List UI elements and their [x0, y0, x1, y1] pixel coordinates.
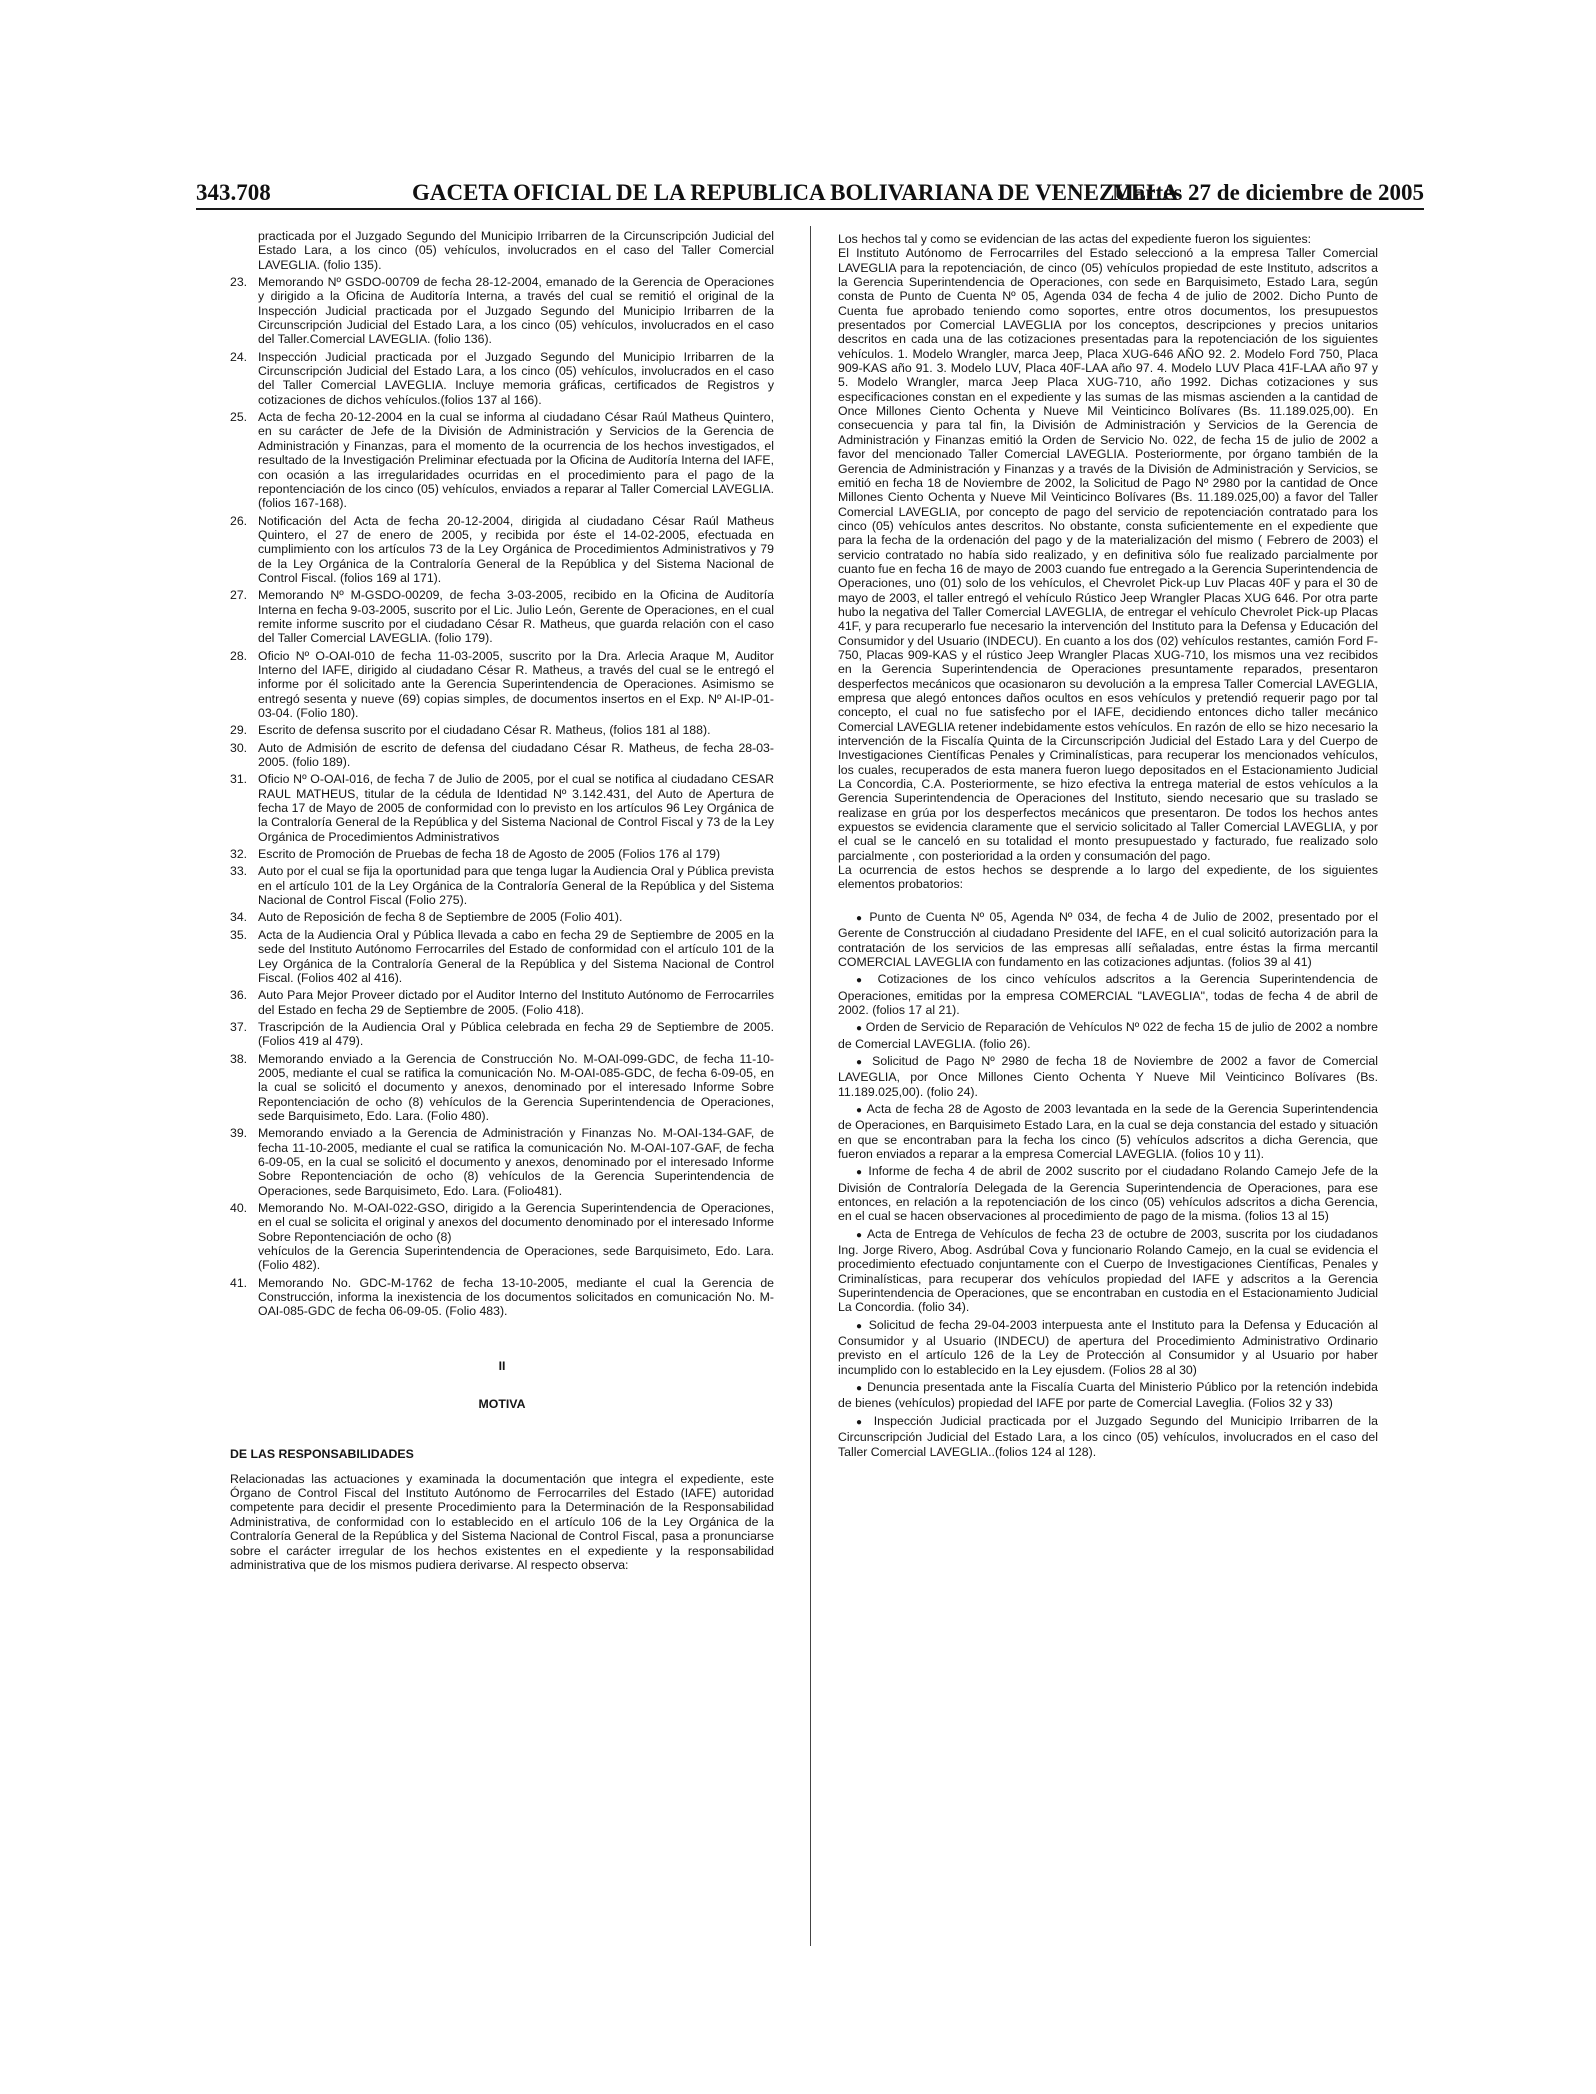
list-item: [230, 910, 774, 924]
list-item-text: Auto Para Mejor Proveer dictado por el Auditor Interno del Instituto Autónomo de Ferrocarriles del Estado en fecha 29 de Septiembre de 2005. (Folio 418).: [258, 988, 774, 1017]
list-item-number: 26.: [230, 513, 248, 528]
list-item-text: practicada por el Juzgado Segundo del Municipio Irribarren de la Circunscripción Judicial del Estado Lara, a los cinco (05) vehículos, involucrados en el caso del Taller Comercial LAVEGLIA. (folio 135).: [258, 229, 774, 272]
list-item-text: Memorando No. GDC-M-1762 de fecha 13-10-2005, mediante el cual la Gerencia de Construcción, informa la inexistencia de los documentos solicitados en comunicación No. M-OAI-085-GDC de fecha 06-09-05. (Folio 483).: [258, 1275, 774, 1319]
bullet-icon: ●: [856, 1104, 863, 1116]
bullet-icon: ●: [856, 1416, 867, 1428]
bullet-text: Acta de Entrega de Vehículos de fecha 23 de octubre de 2003, suscrita por los ciudadanos Ing. Jorge Rivero, Abog. Asdrúbal Cova y funcionario Rolando Camejo, en la cual se evidencia el procedimiento efectuado conjuntamente con el Cuerpo de Investigaciones Científicas, Penales y Criminalísticas, para recuperar dos vehículos propiedad del IAFE y adscritos a la Gerencia Superintendencia de Operaciones, que se encontraban en custodia en el Estacionamiento Judicial La Concordia. (folio 34).: [838, 1226, 1378, 1315]
column-divider: [810, 226, 811, 1946]
bullet-text: Punto de Cuenta Nº 05, Agenda Nº 034, de fecha 4 de Julio de 2002, presentado por el Gerente de Construcción al ciudadano Presidente del IAFE, en el cual solicitó autorización para la contratación de los servicios de las empresas allí señaladas, entre éstas la firma mercantil COMERCIAL LAVEGLIA con fundamento en las cotizaciones adjuntas. (folios 39 al 41): [838, 909, 1378, 969]
list-item-number: 38.: [230, 1051, 248, 1066]
page-header: [196, 180, 1424, 208]
evidence-bullet: [838, 910, 1378, 969]
list-item-text: Escrito de defensa suscrito por el ciudadano César R. Matheus, (folios 181 al 188).: [258, 723, 711, 738]
list-item-number: 28.: [230, 648, 248, 663]
bullet-icon: ●: [856, 1167, 864, 1179]
bullet-icon: ●: [856, 1023, 863, 1035]
list-item-text: Auto de Admisión de escrito de defensa del ciudadano César R. Matheus, de fecha 28-03-2005. (folio 189).: [258, 740, 774, 770]
list-item: [230, 928, 774, 985]
list-item-number: 39.: [230, 1126, 248, 1141]
list-item-text: Trascripción de la Audiencia Oral y Pública celebrada en fecha 29 de Septiembre de 2005. (Folios 419 al 479).: [258, 1019, 774, 1049]
list-item-text: Escrito de Promoción de Pruebas de fecha 18 de Agosto de 2005 (Folios 176 al 179): [258, 847, 721, 862]
bullet-icon: ●: [856, 1383, 863, 1395]
bullet-icon: ●: [856, 1320, 864, 1332]
list-item-number: 23.: [230, 275, 248, 290]
list-item-text: Oficio Nº O-OAI-010 de fecha 11-03-2005, suscrito por la Dra. Arlecia Araque M, Auditor Interno del IAFE, dirigido al ciudadano César R. Matheus, a través del cual se le entregó el informe por él solicitado ante la Gerencia Superintendencia de Operaciones. Asimismo se entregó sesenta y nueve (69) copias simples, de documentos insertos en el Exp. Nº AI-IP-01-03-04. (Folio 180).: [258, 648, 774, 720]
list-item-number: 35.: [230, 927, 248, 942]
evidence-bullet: [838, 1414, 1378, 1459]
bullet-text: Acta de fecha 28 de Agosto de 2003 levantada en la sede de la Gerencia Superintendencia de Operaciones, en Barquisimeto Estado Lara, en la cual se deja constancia del estado y situación en que se encontraban para la fecha los cinco (5) vehículos adscritos a dicha Gerencia, que fueron enviados a reparar a la empresa Comercial LAVEGLIA. (folios 10 y 11).: [838, 1101, 1378, 1161]
list-item-number: 31.: [230, 772, 248, 787]
bullet-text: Solicitud de fecha 29-04-2003 interpuesta ante el Instituto para la Defensa y Educación al Consumidor y al Usuario (INDECU) de apertura del Procedimiento Administrativo Ordinario previsto en el artículo 126 de la Ley de Protección al Consumidor y al Usuario por haber incumplido con lo establecido en la Ley ejusdem. (Folios 28 al 30): [838, 1317, 1378, 1377]
evidence-bullet: [838, 1102, 1378, 1161]
list-item: [230, 350, 774, 407]
evidence-bullet: [838, 1318, 1378, 1377]
section-number: II: [498, 1358, 506, 1373]
list-item: [230, 229, 774, 272]
list-item-number: 34.: [230, 910, 248, 925]
list-item: [230, 1244, 774, 1273]
list-item-number: 36.: [230, 988, 248, 1003]
list-item-number: 40.: [230, 1201, 248, 1215]
bullet-icon: ●: [856, 975, 869, 987]
list-item: [230, 1126, 774, 1198]
list-item: [230, 741, 774, 770]
list-item-text: Memorando Nº GSDO-00709 de fecha 28-12-2004, emanado de la Gerencia de Operaciones y dirigido a la Oficina de Auditoría Interna, a través del cual se remitió el original de la Inspección Judicial practicada por el Juzgado Segundo del Municipio Irribarren de la Circunscripción Judicial del Estado Lara, a los cinco (05) vehículos, involucrados en el caso del Taller.Comercial LAVEGLIA. (folio 136).: [258, 275, 774, 347]
bullet-text: Cotizaciones de los cinco vehículos adscritos a la Gerencia Superintendencia de Operaciones, emitidas por la empresa COMERCIAL "LAVEGLIA", todas de fecha 4 de abril de 2002. (folios 17 al 21).: [838, 972, 1378, 1017]
list-item: [230, 1052, 774, 1124]
list-item: [230, 588, 774, 645]
list-item-text: Acta de la Audiencia Oral y Pública llevada a cabo en fecha 29 de Septiembre de 2005 en la sede del Instituto Autónomo Ferrocarriles del Estado de conformidad con el artículo 101 de la Ley Orgánica de la Contraloría General de la República y del Sistema Nacional de Control Fiscal. (Folios 402 al 416).: [258, 927, 774, 985]
gazette-title: GACETA OFICIAL DE LA REPUBLICA BOLIVARIANA DE VENEZUELA: [412, 180, 1179, 205]
list-item-number: 30.: [230, 740, 248, 755]
list-item-text: Oficio Nº O-OAI-016, de fecha 7 de Julio de 2005, por el cual se notifica al ciudadano CESAR RAUL MATHEUS, titular de la cédula de Identidad Nº 3.142.431, del Auto de Apertura de fecha 17 de Mayo de 2005 de conformidad con lo previsto en los artículos 96 Ley Orgánica de la Contraloría General de la República y del Sistema Nacional de Control Fiscal y 73 de la Ley Orgánica de Procedimientos Administrativos: [258, 772, 774, 844]
intro-paragraph: Los hechos tal y como se evidencian de las actas del expediente fueron los siguientes:: [838, 232, 1312, 246]
evidence-lead: La ocurrencia de estos hechos se desprende a lo largo del expediente, de los siguientes elementos probatorios:: [838, 863, 1378, 892]
bullet-icon: ●: [856, 912, 864, 924]
list-item: [230, 847, 774, 861]
body-paragraph: El Instituto Autónomo de Ferrocarriles del Estado seleccionó a la empresa Taller Comercial LAVEGLIA para la repotenciación, de cinco (05) vehículos propiedad de este Instituto, adscritos a la Gerencia Superintendencia de Operaciones, con sede en Barquisimeto, Estado Lara, según consta de Punto de Cuenta Nº 05, Agenda 034 de fecha 4 de julio de 2002. Dicho Punto de Cuenta fue aprobado teniendo como soportes, entre otros documentos, los presupuestos presentados por Comercial LAVEGLIA por los conceptos, descripciones y precios unitarios descritos en cada una de las cotizaciones presentadas para la repotenciación de los siguientes vehículos. 1. Modelo Wrangler, marca Jeep, Placa XUG-646 AÑO 92. 2. Modelo Ford 750, Placa 909-KAS año 91. 3. Modelo LUV, Placa 40F-LAA año 97. 4. Modelo LUV Placa 41F-LAA año 97 y 5. Modelo Wrangler, marca Jeep Placa XUG-710, año 1992. Dichas cotizaciones y sus especificaciones constan en el expediente y las sumas de las mismas ascienden a la cantidad de Once Millones Ciento Ochenta y Nueve Mil Veinticinco Bolívares (Bs. 11.189.025,00). En consecuencia y para tal fin, la División de Administración y Servicios de la Gerencia de Administración y Finanzas emitió la Orden de Servicio No. 022, de fecha 15 de julio de 2002 a favor del mencionado Taller Comercial LAVEGLIA. Posteriormente, por órgano también de la Gerencia de Administración y Finanzas y a través de la División de Administración y Servicios, se emitió en fecha 18 de Noviembre de 2002, la Solicitud de Pago Nº 2980 por la cantidad de Once Millones Ciento Ochenta y Nueve Mil Veinticinco Bolívares (Bs. 11.189.025,00) a favor del Taller Comercial LAVEGLIA, por concepto de pago del servicio de repotenciación contratado para los cinco (05) vehículos antes descritos. No obstante, consta suficientemente en el expediente que para la fecha de la ordenación del pago y de la materialización del mismo ( Febrero de 2003) el servicio contratado no había sido realizado, y en definitiva sólo fue realizado parcialmente por cuanto fue en fecha 16 de mayo de 2003 cuando fue entregado a la Gerencia Superintendencia de Operaciones, uno (01) solo de los vehículos, el Chevrolet Pick-up Luv Placas 40F y para el 30 de mayo de 2003, el taller entregó el vehículo Rústico Jeep Wrangler Placas XUG 646. Por otra parte hubo la negativa del Taller Comercial LAVEGLIA, de entregar el vehículo Chevrolet Pick-up Placas 41F, y para recuperarlo fue necesario la intervención del Instituto para la Defensa y Educación del Consumidor y del Usuario (INDECU). En cuanto a los dos (02) vehículos restantes, camión Ford F-750, Placas 909-KAS y el rústico Jeep Wrangler Placas XUG-710, los mismos una vez recibidos en la Gerencia Superintendencia de Operaciones presuntamente reparados, presentaron desperfectos mecánicos que ocasionaron su devolución a la empresa Taller Comercial LAVEGLIA, empresa que alegó entonces daños ocultos en esos vehículos y pretendió requerir pago por tal concepto, el cual no fue satisfecho por el IAFE, decidiendo entonces dicho taller mecánico Comercial LAVEGLIA retener indebidamente estos vehículos. En razón de ello se hizo necesario la intervención de la Fiscalía Quinta de la Circunscripción Judicial del Estado Lara y del Cuerpo de Investigaciones Científicas Penales y Criminalísticas, para recuperar los mencionados vehículos, los cuales, recuperados de esta manera fueron luego depositados en el Estacionamiento Judicial La Concordia, C.A. Posteriormente, se hizo efectiva la entrega material de estos vehículos a la Gerencia Superintendencia de Operaciones del Instituto, siendo necesario que su traslado se realizase en grúa por los desperfectos mecánicos que presentaron. De todos los hechos antes expuestos se evidencia claramente que el servicio solicitado al Taller Comercial LAVEGLIA, y por el cual se le canceló en su totalidad el monto presupuestado y facturado, fue realizado solo parcialmente , con posterioridad a la orden y consumación del pago.: [838, 246, 1378, 863]
list-item-text: Inspección Judicial practicada por el Juzgado Segundo del Municipio Irribarren de la Circunscripción Judicial del Estado Lara, a los cinco (05) vehículos, involucrados en el caso del Taller Comercial LAVEGLIA. Incluye memoria gráficas, certificados de Registros y cotizaciones de dichos vehículos.(folios 137 al 166).: [258, 349, 774, 407]
bullet-text: Informe de fecha 4 de abril de 2002 suscrito por el ciudadano Rolando Camejo Jefe de la División de Contraloría Delegada de la Gerencia Superintendencia de Operaciones, para ese entonces, en relación a la repotenciación de los cinco (05) vehículos adscritos a dicha Gerencia, en el cual se hacen observaciones al procedimiento de pago de la misma. (folios 13 al 15): [838, 1164, 1378, 1224]
list-item-number: 27.: [230, 588, 248, 603]
evidence-bullet: [838, 1054, 1378, 1099]
list-item: [230, 410, 774, 510]
list-item: [230, 514, 774, 586]
list-item-text: vehículos de la Gerencia Superintendencia de Operaciones, sede Barquisimeto, Edo. Lara. (Folio 482).: [258, 1244, 774, 1273]
list-item: [230, 864, 774, 907]
list-item-number: 41.: [230, 1275, 248, 1290]
list-item-text: Acta de fecha 20-12-2004 en la cual se informa al ciudadano César Raúl Matheus Quintero, en su carácter de Jefe de la División de Administración y Servicios de la Gerencia de Administración y Finanzas, para el momento de la ocurrencia de los hechos investigados, el resultado de la Investigación Preliminar efectuada por la Oficina de Auditoría Interna del IAFE, con ocasión a las irregularidades ocurridas en el procedimiento para el pago de la repontenciación de los cinco (05) vehículos, enviados a reparar al Taller Comercial LAVEGLIA. (folios 167-168).: [258, 410, 774, 511]
list-item-text: Memorando No. M-OAI-022-GSO, dirigido a la Gerencia Superintendencia de Operaciones, en el cual se solicita el original y anexos del documento denominado por el interesado Informe Sobre Repontenciación de ocho (8): [258, 1201, 774, 1244]
list-item-number: 32.: [230, 847, 248, 862]
bullet-text: Solicitud de Pago Nº 2980 de fecha 18 de Noviembre de 2002 a favor de Comercial LAVEGLIA, por Once Millones Ciento Ochenta Y Nueve Mil Veinticinco Bolívares (Bs. 11.189.025,00). (folio 24).: [838, 1053, 1378, 1099]
list-item: [230, 988, 774, 1017]
list-item-number: 37.: [230, 1019, 248, 1034]
body-paragraph: Relacionadas las actuaciones y examinada la documentación que integra el expediente, este Órgano de Control Fiscal del Instituto Autónomo de Ferrocarriles del Estado (IAFE) autoridad competente para decidir el presente Procedimiento para la Determinación de la Responsabilidad Administrativa, de conformidad con lo establecido en el artículo 106 de la Ley Orgánica de la Contraloría General de la República y del Sistema Nacional de Control Fiscal, pasa a pronunciarse sobre el carácter irregular de los hechos existentes en el expediente y la responsabilidad administrativa que de los mismos pudiera derivarse. Al respecto observa:: [230, 1471, 774, 1572]
bullet-text: Inspección Judicial practicada por el Juzgado Segundo del Municipio Irribarren de la Circunscripción Judicial del Estado Lara, a los cinco (05) vehículos, involucrados en el caso del Taller Comercial LAVEGLIA..(folios 124 al 128).: [838, 1413, 1378, 1459]
list-item-text: Notificación del Acta de fecha 20-12-2004, dirigida al ciudadano César Raúl Matheus Quintero, el 27 de enero de 2005, y recibida por éste el 14-02-2005, efectuada en cumplimiento con los artículos 73 de la Ley Orgánica de Procedimientos Administrativos y 79 de la Ley Orgánica de la Contraloría General de la República y del Sistema Nacional de Control Fiscal. (folios 169 al 171).: [258, 513, 774, 585]
list-item-number: 33.: [230, 864, 248, 879]
issue-date: Martes 27 de diciembre de 2005: [1112, 180, 1424, 205]
header-rule: [196, 208, 1424, 210]
list-item: [230, 1276, 774, 1319]
list-item: [230, 275, 774, 347]
evidence-bullet: [838, 1227, 1378, 1315]
bullet-icon: ●: [856, 1229, 864, 1241]
evidence-bullet: [838, 1020, 1378, 1051]
section-title: MOTIVA: [478, 1397, 526, 1412]
page-number: 343.708: [196, 180, 271, 205]
bullet-text: Denuncia presentada ante la Fiscalía Cuarta del Ministerio Público por la retención indebida de bienes (vehículos) propiedad del IAFE por parte de Comercial Laveglia. (Folios 32 y 33): [838, 1380, 1378, 1411]
list-item: [230, 1020, 774, 1049]
list-item-text: Memorando enviado a la Gerencia de Construcción No. M-OAI-099-GDC, de fecha 11-10-2005, mediante el cual se ratifica la comunicación No. M-OAI-085-GDC, de fecha 6-09-05, en la cual se solicitó el documento y anexos, denominado por el interesado Informe Sobre Repontenciación de ocho (8) vehículos de la Gerencia Superintendencia de Operaciones, sede Barquisimeto, Edo. Lara. (Folio 480).: [258, 1051, 774, 1123]
list-item: [230, 723, 774, 737]
list-item-text: Memorando Nº M-GSDO-00209, de fecha 3-03-2005, recibido en la Oficina de Auditoría Interna en fecha 9-03-2005, suscrito por el Lic. Julio León, Gerente de Operaciones, en el cual remite informe suscrito por el ciudadano César R. Matheus, que guarda relación con el caso del Taller Comercial LAVEGLIA. (folio 179).: [258, 588, 774, 646]
section-subtitle: DE LAS RESPONSABILIDADES: [230, 1447, 414, 1462]
evidence-bullet: [838, 1164, 1378, 1223]
bullet-icon: ●: [856, 1056, 866, 1068]
evidence-bullet: [838, 1380, 1378, 1411]
list-item-number: 25.: [230, 410, 248, 425]
bullet-text: Orden de Servicio de Reparación de Vehículos Nº 022 de fecha 15 de julio de 2002 a nombre de Comercial LAVEGLIA. (folio 26).: [838, 1020, 1379, 1051]
list-item-text: Auto por el cual se fija la oportunidad para que tenga lugar la Audiencia Oral y Pública prevista en el artículo 101 de la Ley Orgánica de la Contraloría General de la República y del Sistema Nacional de Control Fiscal (Folio 275).: [258, 864, 774, 908]
list-item-number: 29.: [230, 723, 248, 738]
list-item-number: 24.: [230, 349, 248, 364]
list-item-text: Memorando enviado a la Gerencia de Administración y Finanzas No. M-OAI-134-GAF, de fecha 11-10-2005, mediante el cual se ratifica la comunicación No. M-OAI-107-GAF, de fecha 6-09-05, en la cual se solicitó el documento y anexos, denominado por el interesado Informe Sobre Repontenciación de ocho (8) vehículos de la Gerencia Superintendencia de Operaciones, sede Barquisimeto, Edo. Lara. (Folio481).: [258, 1126, 774, 1198]
evidence-bullet: [838, 972, 1378, 1017]
list-item-text: Auto de Reposición de fecha 8 de Septiembre de 2005 (Folio 401).: [258, 910, 623, 925]
list-item: [230, 772, 774, 844]
list-item: [230, 1201, 774, 1244]
right-column: [838, 232, 1378, 1462]
list-item: [230, 649, 774, 721]
left-column: [230, 229, 774, 1572]
